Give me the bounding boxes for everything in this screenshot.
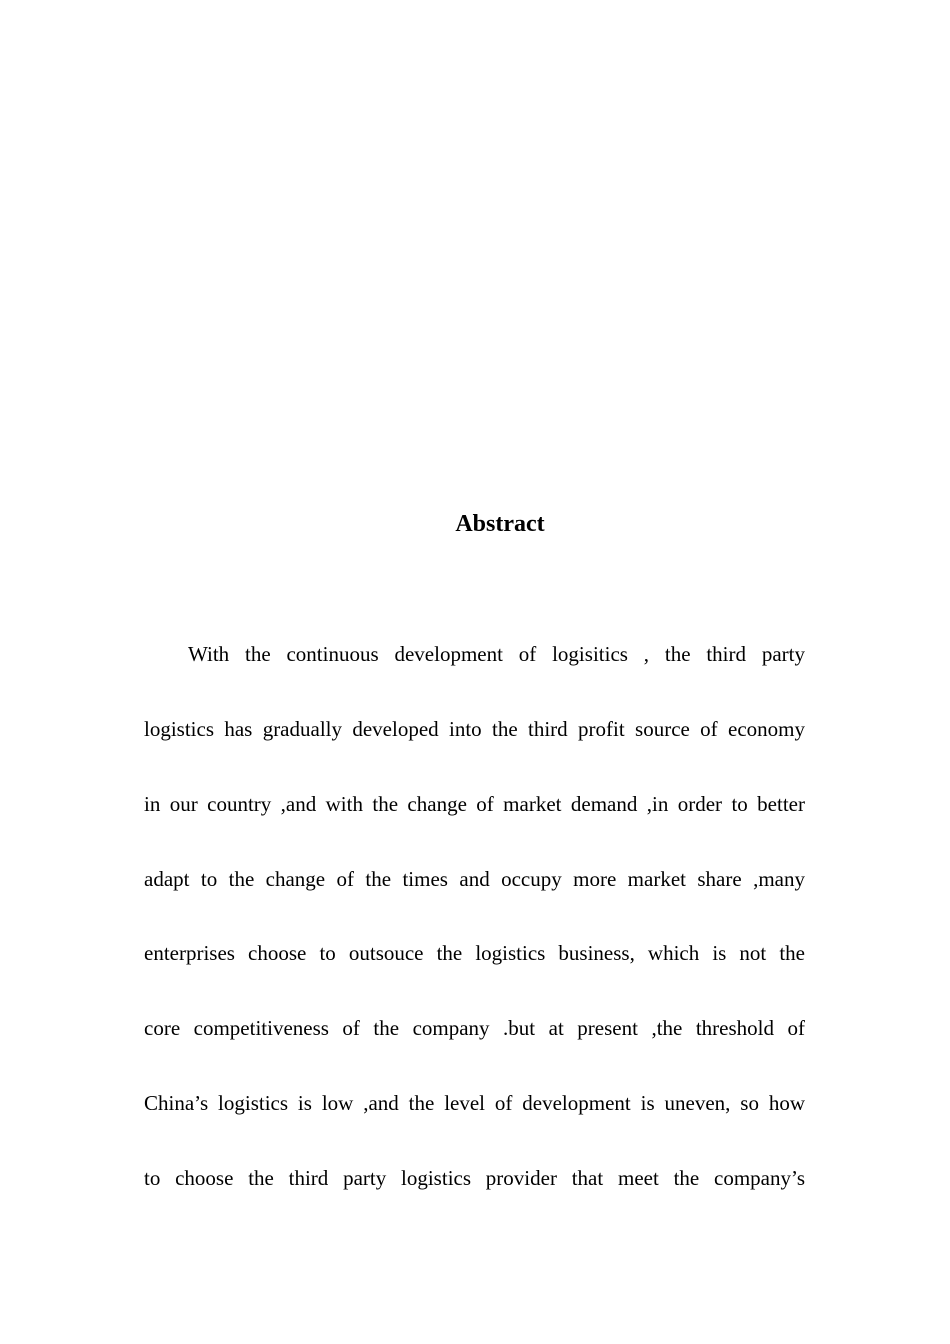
abstract-line: logistics has gradually developed into the third profit source of economy: [144, 716, 805, 741]
abstract-line: adapt to the change of the times and occupy more market share ,many: [144, 866, 805, 891]
abstract-line: core competitiveness of the company .but at present ,the threshold of: [144, 1016, 805, 1041]
abstract-title: Abstract: [455, 511, 545, 537]
abstract-body: [144, 632, 805, 1231]
abstract-line: With the continuous development of logisitics , the third party: [188, 642, 805, 666]
abstract-line: to choose the third party logistics provider that meet the company’s: [144, 1165, 805, 1190]
abstract-line: enterprises choose to outsouce the logistics business, which is not the: [144, 941, 805, 966]
abstract-line: China’s logistics is low ,and the level of development is uneven, so how: [144, 1091, 805, 1116]
abstract-line: in our country ,and with the change of market demand ,in order to better: [144, 791, 805, 816]
